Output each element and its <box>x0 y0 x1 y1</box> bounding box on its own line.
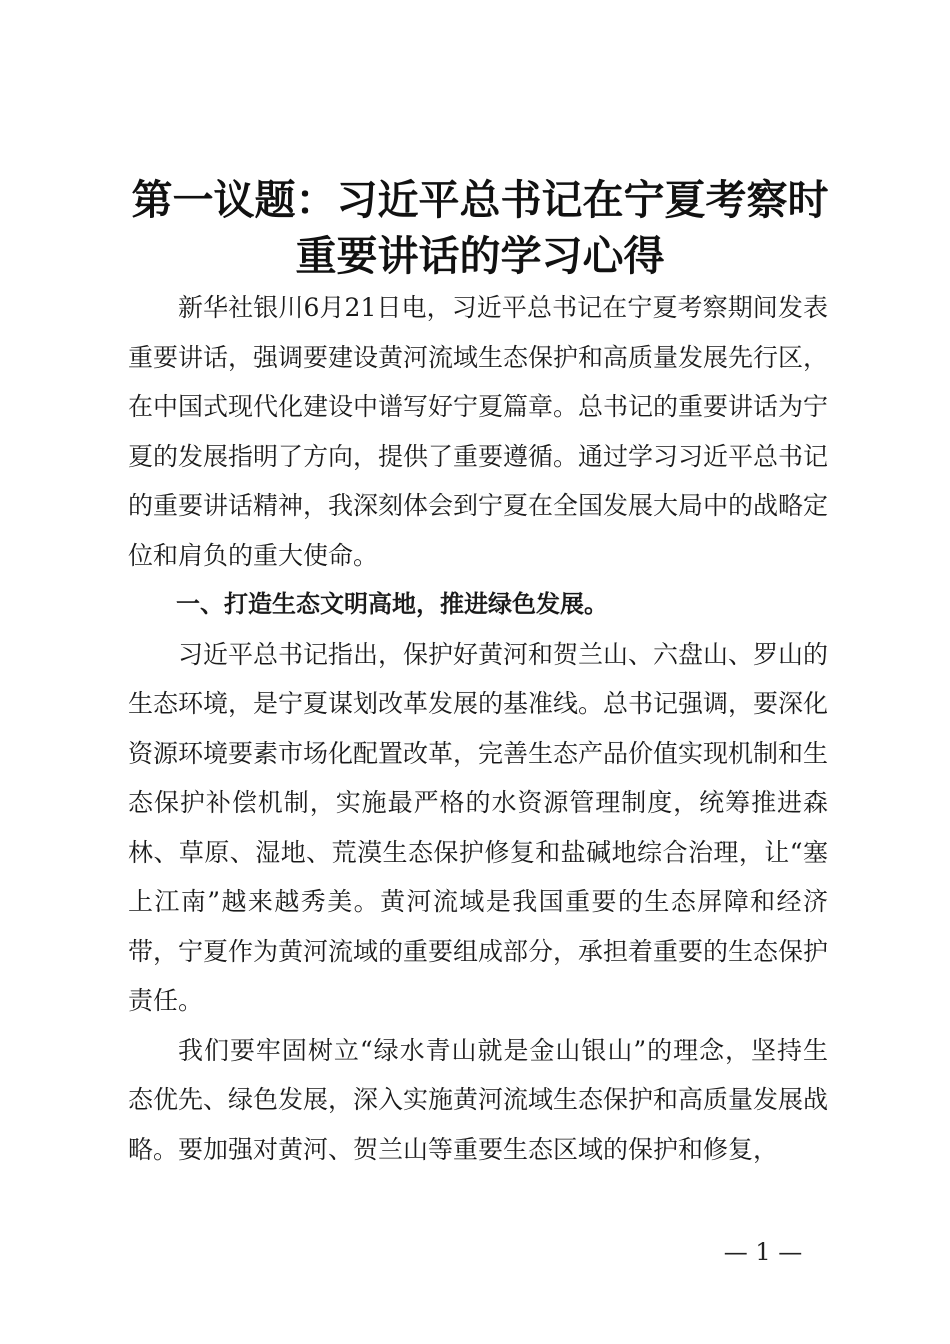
paragraph-intro: 新华社银川6月21日电，习近平总书记在宁夏考察期间发表重要讲话，强调要建设黄河流域生态保护和高质量发展先行区，在中国式现代化建设中谱写好宁夏篇章。总书记的重要讲话为宁夏的发展指明了方向，提供了重要遵循。通过学习习近平总书记的重要讲话精神，我深刻体会到宁夏在全国发展大局中的战略定位和肩负的重大使命。 <box>128 293 829 570</box>
paragraph-green-development: 我们要牢固树立“绿水青山就是金山银山”的理念，坚持生态优先、绿色发展，深入实施黄河流域生态保护和高质量发展战略。要加强对黄河、贺兰山等重要生态区域的保护和修复， <box>128 1035 829 1164</box>
document-title: 第一议题：习近平总书记在宁夏考察时重要讲话的学习心得 <box>131 176 829 280</box>
section-heading-1: 一、打造生态文明高地，推进绿色发展。 <box>176 590 608 618</box>
page-number: — 1 — <box>723 1238 803 1266</box>
paragraph-ecology: 习近平总书记指出，保护好黄河和贺兰山、六盘山、罗山的生态环境，是宁夏谋划改革发展的基准线。总书记强调，要深化资源环境要素市场化配置改革，完善生态产品价值实现机制和生态保护补偿机制，实施最严格的水资源管理制度，统筹推进森林、草原、湿地、荒漠生态保护修复和盐碱地综合治理，让“塞上江南”越来越秀美。黄河流域是我国重要的生态屏障和经济带，宁夏作为黄河流域的重要组成部分，承担着重要的生态保护责任。 <box>128 639 829 1015</box>
document-body <box>128 283 828 1174</box>
